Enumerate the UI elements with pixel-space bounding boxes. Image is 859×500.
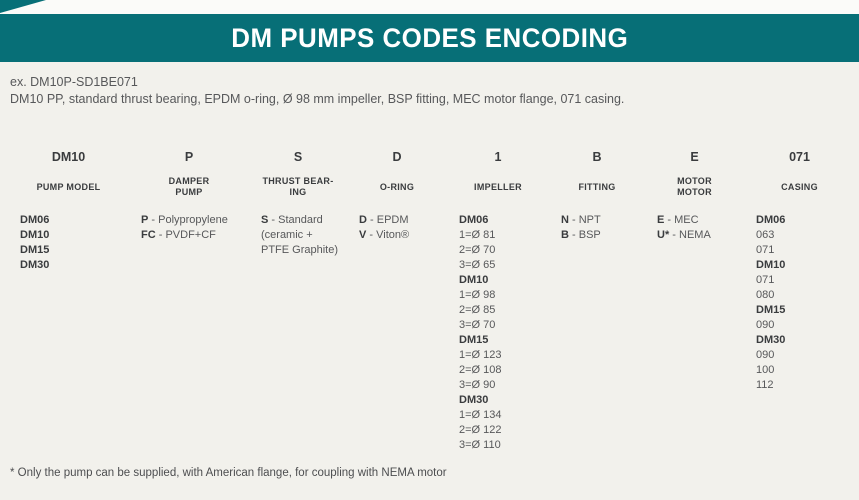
label-line: MOTOR <box>677 176 712 186</box>
column-fitting-values <box>551 207 643 454</box>
value-text: (ceramic + <box>261 229 313 241</box>
value-text: - Polypropylene <box>148 214 228 226</box>
value-code: S <box>261 214 269 226</box>
value-code: E <box>657 214 665 226</box>
value-code: DM30 <box>459 394 489 406</box>
value-text: - NPT <box>568 214 601 226</box>
value-line <box>657 213 742 228</box>
column-fitting-label <box>551 172 643 202</box>
value-text: 3=Ø 90 <box>459 379 496 391</box>
column-pump-model-code: DM10 <box>51 149 86 164</box>
value-line <box>459 363 547 378</box>
column-pump-model-values <box>10 207 127 454</box>
value-line <box>459 423 547 438</box>
page-title: DM PUMPS CODES ENCODING <box>230 22 628 53</box>
column-damper-pump-label <box>131 172 247 202</box>
column-motor-flange-code: E <box>690 149 699 164</box>
value-line <box>657 228 742 243</box>
value-text: - MEC <box>664 214 699 226</box>
value-code: DM30 <box>20 259 50 271</box>
value-line <box>756 273 853 288</box>
value-code: P <box>141 214 149 226</box>
column-pump-model-label <box>10 172 127 202</box>
value-code: DM06 <box>756 214 786 226</box>
value-line <box>261 228 345 243</box>
codes-encoding-table <box>10 146 853 454</box>
label-line: MOTOR <box>677 187 712 197</box>
value-line <box>20 213 127 228</box>
value-code: D <box>359 214 367 226</box>
example-code: ex. DM10P-SD1BE071 <box>10 75 138 89</box>
value-text: 3=Ø 65 <box>459 259 496 271</box>
value-line <box>459 303 547 318</box>
value-text: 063 <box>756 229 775 241</box>
value-text: 1=Ø 81 <box>459 229 496 241</box>
label-line: PUMP <box>175 187 203 197</box>
value-text: 112 <box>756 379 774 391</box>
value-text: - NEMA <box>669 229 711 241</box>
label-line: IMPELLER <box>474 181 522 192</box>
value-code: U* <box>657 229 670 241</box>
value-code: B <box>561 229 569 241</box>
value-code: V <box>359 229 367 241</box>
value-line <box>359 213 445 228</box>
column-thrust-bearing-code: S <box>293 149 303 164</box>
value-line <box>20 243 127 258</box>
value-line <box>756 348 853 363</box>
value-line <box>459 378 547 393</box>
title-bar <box>0 14 859 62</box>
value-code: FC <box>141 229 156 241</box>
value-code: DM06 <box>459 214 489 226</box>
column-fitting-code: B <box>592 149 602 164</box>
value-line <box>756 318 853 333</box>
column-casing-label <box>746 172 853 202</box>
page-top-strip <box>0 0 859 14</box>
value-line <box>20 228 127 243</box>
value-text: 090 <box>756 319 775 331</box>
value-code: DM15 <box>459 334 489 346</box>
value-line <box>141 228 247 243</box>
label-line: ING <box>289 187 307 197</box>
value-line <box>261 243 345 258</box>
corner-ribbon-decoration <box>0 0 46 13</box>
value-text: 080 <box>756 289 775 301</box>
value-line <box>756 213 853 228</box>
column-damper-pump-code: P <box>184 149 194 164</box>
value-line <box>756 288 853 303</box>
value-line <box>756 303 853 318</box>
column-o-ring-label <box>349 172 445 202</box>
value-line <box>359 228 445 243</box>
value-line <box>459 438 547 453</box>
label-line: THRUST BEAR- <box>262 176 334 186</box>
value-code: N <box>561 214 569 226</box>
value-code: DM10 <box>459 274 489 286</box>
value-text: PTFE Graphite) <box>261 244 339 256</box>
value-text: 2=Ø 108 <box>459 364 502 376</box>
value-line <box>459 258 547 273</box>
value-text: 3=Ø 110 <box>459 439 501 451</box>
column-o-ring-values <box>349 207 445 454</box>
value-line <box>561 213 643 228</box>
example-description: DM10 PP, standard thrust bearing, EPDM o-ring, Ø 98 mm impeller, BSP fitting, MEC motor flange, 071 casing. <box>10 92 625 106</box>
value-line <box>756 378 853 393</box>
column-thrust-bearing-values <box>251 207 345 454</box>
value-text: - EPDM <box>366 214 409 226</box>
value-code: DM30 <box>756 334 786 346</box>
value-line <box>459 408 547 423</box>
value-line <box>459 393 547 408</box>
value-text: 2=Ø 70 <box>459 244 496 256</box>
value-line <box>756 243 853 258</box>
example-block <box>10 74 850 108</box>
value-text: 071 <box>756 244 775 256</box>
column-o-ring-code: D <box>392 149 402 164</box>
label-line: PUMP MODEL <box>36 181 101 192</box>
column-casing-code: 071 <box>789 149 810 164</box>
column-thrust-bearing-label <box>251 172 345 202</box>
value-text: 1=Ø 134 <box>459 409 502 421</box>
label-line: DAMPER <box>168 176 210 186</box>
value-line <box>459 288 547 303</box>
value-line <box>756 363 853 378</box>
value-text: - PVDF+CF <box>155 229 216 241</box>
value-text: 090 <box>756 349 775 361</box>
label-line: O-RING <box>379 181 415 192</box>
value-line <box>141 213 247 228</box>
column-casing-values <box>746 207 853 454</box>
value-text: - Standard <box>268 214 323 226</box>
value-line <box>20 258 127 273</box>
value-text: - BSP <box>568 229 601 241</box>
value-text: - Viton® <box>366 229 410 241</box>
value-line <box>459 243 547 258</box>
footnote: * Only the pump can be supplied, with American flange, for coupling with NEMA motor <box>10 467 447 479</box>
value-text: 1=Ø 123 <box>459 349 502 361</box>
value-code: DM10 <box>20 229 50 241</box>
value-text: 2=Ø 85 <box>459 304 496 316</box>
value-line <box>459 228 547 243</box>
value-text: 1=Ø 98 <box>459 289 496 301</box>
column-motor-flange-label <box>647 172 742 202</box>
value-line <box>561 228 643 243</box>
column-damper-pump-values <box>131 207 247 454</box>
value-line <box>459 333 547 348</box>
value-text: 2=Ø 122 <box>459 424 502 436</box>
value-code: DM10 <box>756 259 786 271</box>
value-line <box>459 213 547 228</box>
value-line <box>459 318 547 333</box>
value-line <box>756 228 853 243</box>
value-code: DM15 <box>20 244 50 256</box>
value-line <box>261 213 345 228</box>
value-line <box>459 273 547 288</box>
value-text: 3=Ø 70 <box>459 319 496 331</box>
column-impeller-label <box>449 172 547 202</box>
value-text: 071 <box>756 274 775 286</box>
value-line <box>459 348 547 363</box>
value-text: 100 <box>756 364 775 376</box>
value-line <box>756 333 853 348</box>
label-line: CASING <box>781 181 818 192</box>
column-impeller-values <box>449 207 547 454</box>
column-impeller-code: 1 <box>494 149 502 164</box>
value-code: DM06 <box>20 214 50 226</box>
column-motor-flange-values <box>647 207 742 454</box>
label-line: FITTING <box>578 181 616 192</box>
value-line <box>756 258 853 273</box>
value-code: DM15 <box>756 304 786 316</box>
